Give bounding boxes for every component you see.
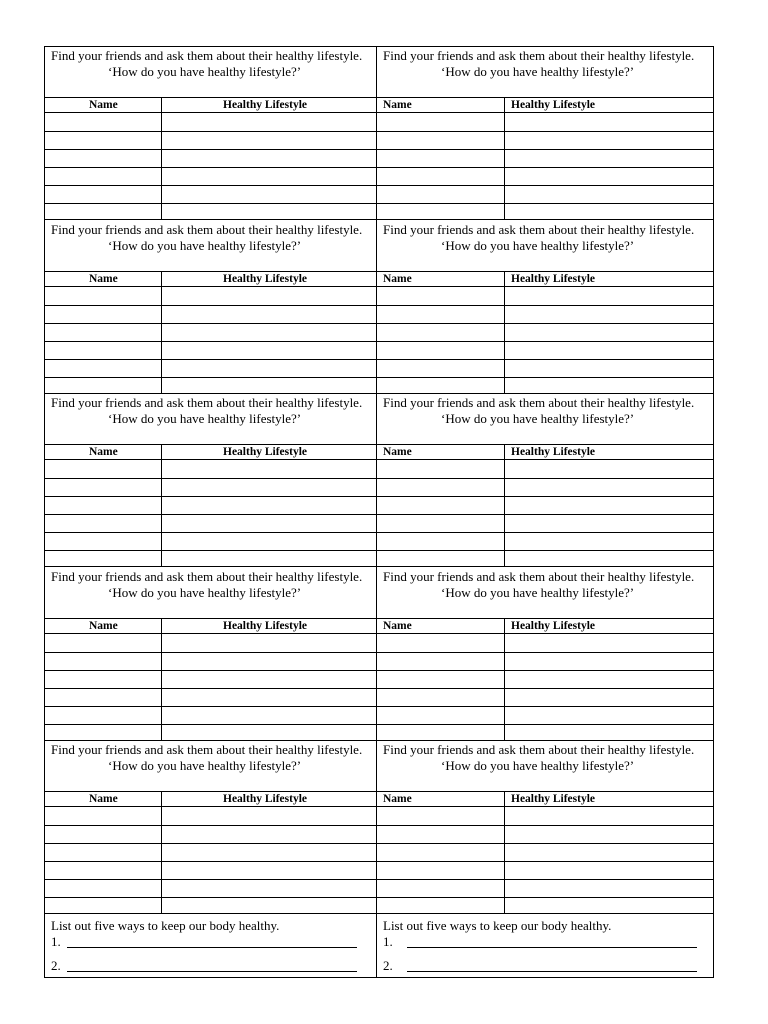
survey-table-right	[377, 47, 714, 220]
survey-question: ‘How do you have healthy lifestyle?’	[441, 758, 635, 773]
survey-question: ‘How do you have healthy lifestyle?’	[441, 237, 635, 253]
table-header	[45, 271, 376, 287]
instruction: Find your friends and ask them about their healthy lifestyle.	[51, 48, 363, 63]
name-column-header: Name	[383, 793, 412, 805]
survey-table-left	[45, 394, 376, 567]
table-rows	[377, 634, 714, 741]
table-row[interactable]	[45, 861, 376, 862]
lifestyle-column-header: Healthy Lifestyle	[223, 99, 307, 111]
table-row[interactable]	[377, 843, 714, 844]
table-rows	[45, 807, 376, 914]
table-row[interactable]	[45, 167, 376, 168]
table-row[interactable]	[45, 341, 376, 342]
instruction-text	[51, 742, 372, 774]
table-row[interactable]	[377, 652, 714, 653]
instruction-text	[383, 742, 710, 774]
table-rows	[377, 113, 714, 220]
instruction: Find your friends and ask them about their healthy lifestyle.	[383, 221, 695, 237]
table-row[interactable]	[377, 861, 714, 862]
table-row[interactable]	[45, 825, 376, 826]
table-row[interactable]	[377, 185, 714, 186]
lifestyle-column-header: Healthy Lifestyle	[511, 99, 595, 111]
table-header	[377, 444, 714, 460]
table-row[interactable]	[45, 149, 376, 150]
table-header	[377, 97, 714, 113]
table-row[interactable]	[377, 323, 714, 324]
name-column-header: Name	[89, 272, 118, 285]
table-row[interactable]	[377, 724, 714, 725]
table-row[interactable]	[377, 532, 714, 533]
answer-line[interactable]	[67, 947, 357, 948]
table-row[interactable]	[45, 377, 376, 378]
table-header	[377, 618, 714, 634]
lifestyle-column-header: Healthy Lifestyle	[223, 619, 307, 632]
survey-question: ‘How do you have healthy lifestyle?’	[108, 584, 302, 600]
survey-question: ‘How do you have healthy lifestyle?’	[441, 584, 635, 600]
instruction-text	[383, 48, 710, 80]
table-rows	[377, 460, 714, 567]
table-rows	[45, 287, 376, 394]
table-header	[45, 444, 376, 460]
survey-block	[45, 221, 713, 394]
instruction: Find your friends and ask them about their healthy lifestyle.	[383, 395, 695, 410]
name-column-header: Name	[383, 619, 412, 632]
table-row[interactable]	[377, 825, 714, 826]
table-rows	[377, 287, 714, 394]
list-item-number: 1.	[383, 933, 393, 949]
name-column-header: Name	[383, 446, 412, 458]
table-row[interactable]	[45, 706, 376, 707]
table-row[interactable]	[377, 149, 714, 150]
survey-block	[45, 47, 713, 220]
table-row[interactable]	[377, 670, 714, 671]
table-header	[45, 97, 376, 113]
instruction: Find your friends and ask them about their healthy lifestyle.	[383, 48, 695, 63]
table-rows	[45, 113, 376, 220]
instruction-text	[51, 222, 372, 254]
survey-table-right	[377, 568, 714, 741]
instruction: Find your friends and ask them about their healthy lifestyle.	[51, 395, 363, 410]
lifestyle-column-header: Healthy Lifestyle	[223, 446, 307, 458]
table-row[interactable]	[377, 496, 714, 497]
table-row[interactable]	[377, 305, 714, 306]
worksheet	[44, 46, 714, 978]
answer-line[interactable]	[407, 971, 697, 972]
survey-question: ‘How do you have healthy lifestyle?’	[108, 758, 302, 773]
instruction: Find your friends and ask them about their healthy lifestyle.	[51, 221, 363, 237]
survey-question: ‘How do you have healthy lifestyle?’	[441, 64, 635, 79]
instruction-text	[383, 569, 710, 601]
table-row[interactable]	[377, 359, 714, 360]
list-title: List out five ways to keep our body healthy.	[51, 917, 280, 933]
table-row[interactable]	[45, 359, 376, 360]
table-row[interactable]	[377, 550, 714, 551]
survey-question: ‘How do you have healthy lifestyle?’	[108, 64, 302, 79]
lifestyle-column-header: Healthy Lifestyle	[223, 793, 307, 805]
list-cell-right	[377, 916, 714, 1000]
table-row[interactable]	[377, 341, 714, 342]
survey-table-left	[45, 221, 376, 394]
table-row[interactable]	[45, 514, 376, 515]
lifestyle-column-header: Healthy Lifestyle	[223, 272, 307, 285]
name-column-header: Name	[383, 272, 412, 285]
table-row[interactable]	[45, 496, 376, 497]
table-row[interactable]	[377, 167, 714, 168]
table-row[interactable]	[45, 305, 376, 306]
list-item-number: 2.	[383, 957, 393, 973]
table-header	[45, 791, 376, 807]
list-cell-left	[45, 916, 376, 1000]
answer-line[interactable]	[407, 947, 697, 948]
table-row[interactable]	[377, 706, 714, 707]
list-title: List out five ways to keep our body healthy.	[383, 917, 612, 933]
table-row[interactable]	[45, 550, 376, 551]
name-column-header: Name	[383, 99, 412, 111]
instruction-text	[51, 48, 372, 80]
name-column-header: Name	[89, 446, 118, 458]
survey-table-left	[45, 741, 376, 914]
table-row[interactable]	[45, 843, 376, 844]
table-rows	[377, 807, 714, 914]
survey-block	[45, 568, 713, 741]
table-row[interactable]	[377, 688, 714, 689]
table-row[interactable]	[377, 514, 714, 515]
survey-table-left	[45, 47, 376, 220]
table-header	[45, 618, 376, 634]
instruction-text	[383, 395, 710, 427]
name-column-header: Name	[89, 99, 118, 111]
list-section	[45, 916, 713, 1000]
table-row[interactable]	[45, 652, 376, 653]
instruction: Find your friends and ask them about their healthy lifestyle.	[383, 568, 695, 584]
list-item-number: 1.	[51, 933, 61, 949]
table-row[interactable]	[45, 724, 376, 725]
table-row[interactable]	[377, 131, 714, 132]
instruction: Find your friends and ask them about their healthy lifestyle.	[51, 742, 363, 757]
table-row[interactable]	[377, 377, 714, 378]
survey-block	[45, 394, 713, 567]
table-row[interactable]	[377, 203, 714, 204]
survey-question: ‘How do you have healthy lifestyle?’	[108, 411, 302, 426]
answer-line[interactable]	[67, 971, 357, 972]
lifestyle-column-header: Healthy Lifestyle	[511, 793, 595, 805]
survey-question: ‘How do you have healthy lifestyle?’	[441, 411, 635, 426]
list-item-number: 2.	[51, 957, 61, 973]
table-row[interactable]	[377, 879, 714, 880]
lifestyle-column-header: Healthy Lifestyle	[511, 446, 595, 458]
lifestyle-column-header: Healthy Lifestyle	[511, 619, 595, 632]
table-row[interactable]	[45, 688, 376, 689]
table-row[interactable]	[45, 478, 376, 479]
table-row[interactable]	[45, 131, 376, 132]
instruction-text	[51, 395, 372, 427]
survey-table-right	[377, 741, 714, 914]
table-row[interactable]	[377, 478, 714, 479]
instruction-text	[383, 222, 710, 254]
lifestyle-column-header: Healthy Lifestyle	[511, 272, 595, 285]
table-header	[377, 271, 714, 287]
instruction: Find your friends and ask them about their healthy lifestyle.	[383, 742, 695, 757]
table-row[interactable]	[45, 670, 376, 671]
instruction-text	[51, 569, 372, 601]
table-row[interactable]	[45, 203, 376, 204]
survey-question: ‘How do you have healthy lifestyle?’	[108, 237, 302, 253]
table-header	[377, 791, 714, 807]
table-rows	[45, 460, 376, 567]
survey-table-right	[377, 394, 714, 567]
table-row[interactable]	[45, 323, 376, 324]
survey-block	[45, 741, 713, 914]
survey-table-left	[45, 568, 376, 741]
table-rows	[45, 634, 376, 741]
table-row[interactable]	[377, 897, 714, 898]
table-row[interactable]	[45, 185, 376, 186]
block-divider	[45, 913, 713, 914]
table-row[interactable]	[45, 879, 376, 880]
name-column-header: Name	[89, 619, 118, 632]
table-row[interactable]	[45, 532, 376, 533]
instruction: Find your friends and ask them about their healthy lifestyle.	[51, 568, 363, 584]
survey-table-right	[377, 221, 714, 394]
table-row[interactable]	[45, 897, 376, 898]
name-column-header: Name	[89, 793, 118, 805]
